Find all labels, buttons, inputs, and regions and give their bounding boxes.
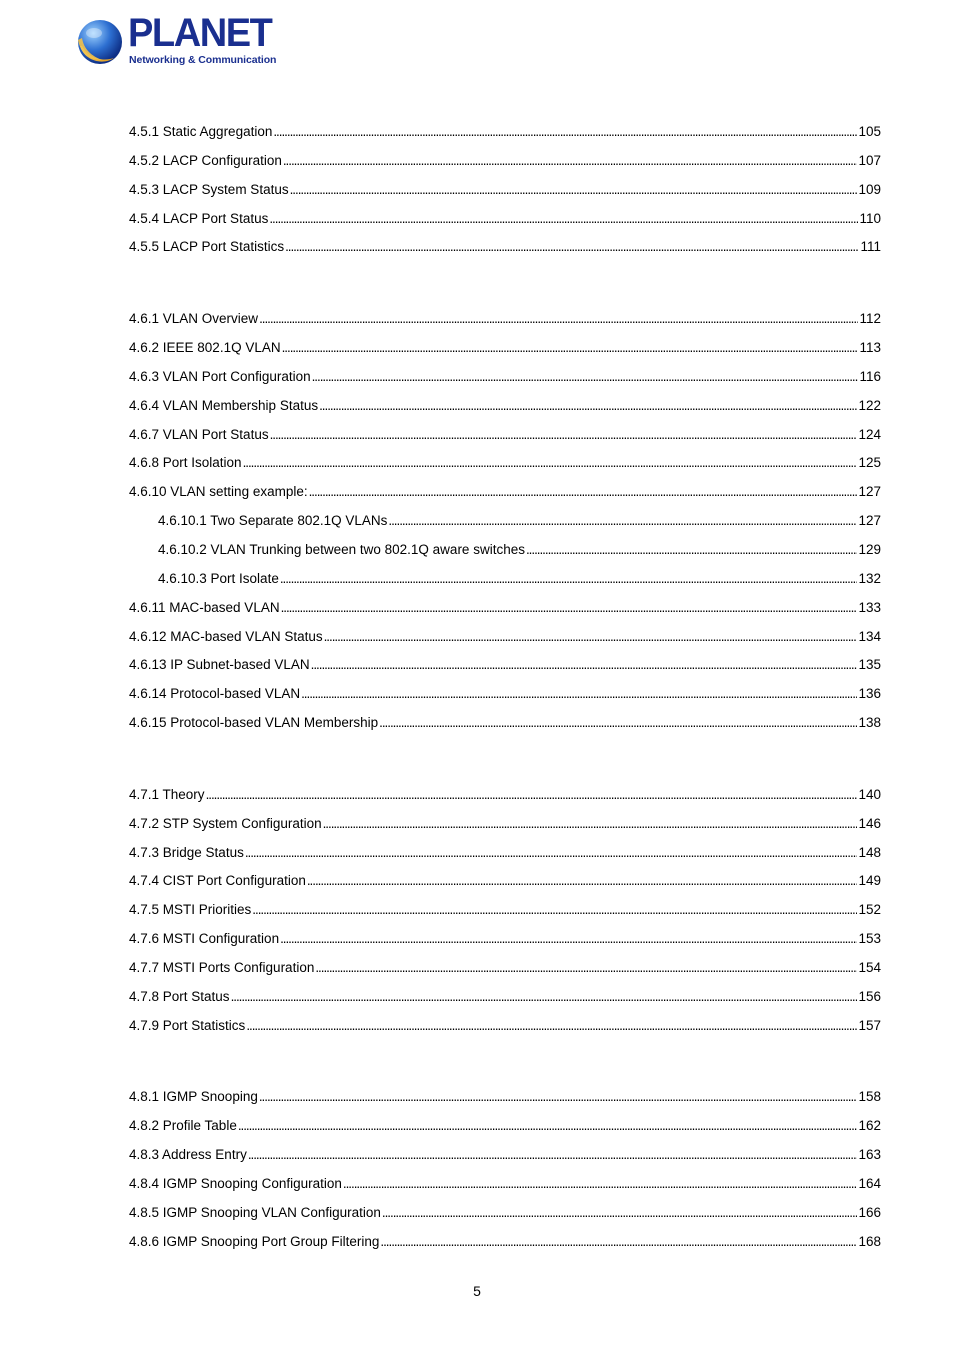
toc-entry[interactable] [129,421,881,450]
logo-wordmark: PLANET [128,11,272,55]
toc-entry-title: 4.7.5 MSTI Priorities [129,902,252,918]
toc-dot-leader [323,810,858,839]
toc-group [129,781,881,1041]
toc-entry-page: 109 [858,181,881,197]
toc-entry[interactable] [129,536,881,565]
toc-entry-title: 4.5.5 LACP Port Statistics [129,239,285,255]
toc-entry[interactable] [129,925,881,954]
toc-entry-title: 4.6.3 VLAN Port Configuration [129,368,311,384]
toc-dot-leader [379,709,857,738]
toc-entry-page: 168 [858,1233,881,1249]
toc-entry-page: 127 [858,484,881,500]
toc-dot-leader [238,1112,858,1141]
toc-dot-leader [273,118,857,147]
toc-group [129,1083,881,1256]
toc-entry[interactable] [129,305,881,334]
toc-dot-leader [307,867,858,896]
toc-dot-leader [301,680,857,709]
toc-entry-title: 4.8.3 Address Entry [129,1147,247,1163]
toc-entry-page: 156 [858,988,881,1004]
toc-entry-page: 107 [858,152,881,168]
toc-entry-page: 158 [858,1089,881,1105]
toc-entry-title: 4.7.8 Port Status [129,988,230,1004]
toc-entry[interactable] [129,594,881,623]
toc-dot-leader [380,1228,857,1257]
toc-entry-title: 4.6.10.3 Port Isolate [158,570,279,586]
toc-entry[interactable] [129,1112,881,1141]
toc-entry-title: 4.5.1 Static Aggregation [129,124,273,139]
toc-entry-title: 4.8.6 IGMP Snooping Port Group Filtering [129,1233,380,1249]
toc-entry-page: 125 [858,455,881,471]
toc-entry[interactable] [129,1141,881,1170]
toc-entry-page: 148 [858,844,881,860]
toc-entry-page: 116 [859,368,881,384]
toc-entry-page: 133 [858,599,881,615]
toc-group [129,305,881,738]
toc-entry-title: 4.6.10 VLAN setting example: [129,484,308,500]
toc-dot-leader [269,205,858,234]
toc-entry-page: 166 [858,1204,881,1220]
toc-entry[interactable] [129,867,881,896]
toc-entry-title: 4.7.2 STP System Configuration [129,815,322,831]
toc-dot-leader [382,1199,858,1228]
toc-dot-leader [319,392,857,421]
toc-dot-leader [526,536,858,565]
toc-entry[interactable] [129,118,881,147]
toc-dot-leader [280,565,858,594]
toc-entry-title: 4.6.13 IP Subnet-based VLAN [129,657,310,673]
toc-entry-title: 4.7.9 Port Statistics [129,1017,246,1033]
logo-tagline: Networking & Communication [129,54,277,66]
toc-entry[interactable] [129,565,881,594]
toc-dot-leader [246,1012,857,1041]
toc-entry-page: 153 [858,931,881,947]
planet-logo [72,11,277,70]
toc-entry-page: 113 [859,340,881,356]
toc-entry-page: 111 [860,239,881,255]
toc-dot-leader [324,623,858,652]
toc-entry[interactable] [129,810,881,839]
toc-entry-page: 122 [858,397,881,413]
toc-entry-title: 4.6.10.1 Two Separate 802.1Q VLANs [158,513,388,529]
toc-entry[interactable] [129,176,881,205]
toc-dot-leader [231,983,858,1012]
toc-dot-leader [290,176,858,205]
toc-dot-leader [280,925,857,954]
toc-entry[interactable] [129,983,881,1012]
toc-entry-page: 105 [858,124,881,139]
toc-entry-page: 124 [858,426,881,442]
toc-entry-page: 132 [858,570,881,586]
toc-entry-title: 4.7.4 CIST Port Configuration [129,873,306,889]
toc-entry-title: 4.7.3 Bridge Status [129,844,244,860]
toc-group [129,118,881,262]
toc-entry-title: 4.6.8 Port Isolation [129,455,242,471]
toc-entry-page: 138 [858,715,881,731]
toc-entry-page: 164 [858,1176,881,1191]
toc-entry-page: 135 [858,657,881,673]
toc-entry-title: 4.6.2 IEEE 802.1Q VLAN [129,340,281,356]
toc-dot-leader [270,421,858,450]
toc-entry[interactable] [129,709,881,738]
toc-entry-title: 4.8.4 IGMP Snooping Configuration [129,1176,342,1191]
toc-entry-page: 134 [858,628,881,644]
toc-entry[interactable] [129,1199,881,1228]
toc-entry[interactable] [129,478,881,507]
toc-dot-leader [312,363,859,392]
toc-entry-title: 4.6.12 MAC-based VLAN Status [129,628,323,644]
toc-entry[interactable] [129,839,881,868]
toc-dot-leader [285,233,859,262]
toc-entry-page: 154 [858,959,881,975]
table-of-contents [129,118,881,1257]
toc-dot-leader [252,896,857,925]
toc-entry-title: 4.7.6 MSTI Configuration [129,931,280,947]
toc-dot-leader [259,1083,858,1112]
toc-entry[interactable] [129,896,881,925]
toc-entry-page: 157 [858,1017,881,1033]
toc-entry-title: 4.8.5 IGMP Snooping VLAN Configuration [129,1204,381,1220]
toc-entry[interactable] [129,623,881,652]
toc-dot-leader [243,449,858,478]
toc-dot-leader [283,147,858,176]
toc-entry-page: 163 [858,1147,881,1163]
toc-entry-title: 4.7.1 Theory [129,786,205,802]
toc-dot-leader [309,478,858,507]
toc-entry-page: 140 [858,786,881,802]
toc-entry[interactable] [129,1228,881,1257]
toc-entry[interactable] [129,651,881,680]
toc-entry-title: 4.5.3 LACP System Status [129,181,289,197]
toc-entry[interactable] [129,1012,881,1041]
toc-entry-page: 149 [858,873,881,889]
toc-entry-page: 110 [859,210,881,226]
toc-dot-leader [281,594,858,623]
toc-dot-leader [248,1141,858,1170]
toc-entry-page: 112 [859,311,881,327]
toc-entry-title: 4.6.1 VLAN Overview [129,311,259,327]
toc-dot-leader [245,839,858,868]
toc-entry-title: 4.8.2 Profile Table [129,1118,237,1134]
globe-icon [72,16,124,68]
toc-entry-title: 4.6.11 MAC-based VLAN [129,599,280,615]
page-number: 5 [473,1283,481,1299]
toc-entry-page: 127 [858,513,881,529]
toc-dot-leader [282,334,859,363]
toc-entry[interactable] [129,392,881,421]
toc-entry[interactable] [129,680,881,709]
toc-dot-leader [315,954,857,983]
toc-entry[interactable] [129,1083,881,1112]
toc-entry[interactable] [129,954,881,983]
toc-entry-title: 4.6.10.2 VLAN Trunking between two 802.1Q aware switches [158,541,525,557]
toc-dot-leader [311,651,858,680]
toc-entry-page: 162 [858,1118,881,1134]
toc-entry[interactable] [129,781,881,810]
toc-entry-page: 146 [858,815,881,831]
toc-entry[interactable] [129,1170,881,1199]
toc-entry[interactable] [129,334,881,363]
toc-entry-title: 4.6.15 Protocol-based VLAN Membership [129,715,379,731]
toc-entry-page: 152 [858,902,881,918]
toc-entry[interactable] [129,205,881,234]
toc-entry[interactable] [129,449,881,478]
toc-entry[interactable] [129,507,881,536]
toc-entry-title: 4.6.7 VLAN Port Status [129,426,269,442]
toc-entry-title: 4.6.14 Protocol-based VLAN [129,686,301,702]
toc-entry-page: 129 [858,541,881,557]
toc-entry-title: 4.5.4 LACP Port Status [129,210,269,226]
toc-entry-title: 4.5.2 LACP Configuration [129,152,282,168]
toc-dot-leader [206,781,858,810]
toc-entry-title: 4.8.1 IGMP Snooping [129,1089,258,1105]
toc-entry[interactable] [129,233,881,262]
toc-dot-leader [388,507,857,536]
toc-dot-leader [259,305,858,334]
toc-entry-title: 4.7.7 MSTI Ports Configuration [129,959,315,975]
toc-entry[interactable] [129,147,881,176]
toc-entry-page: 136 [858,686,881,702]
toc-entry-title: 4.6.4 VLAN Membership Status [129,397,319,413]
toc-entry[interactable] [129,363,881,392]
toc-dot-leader [343,1170,858,1199]
